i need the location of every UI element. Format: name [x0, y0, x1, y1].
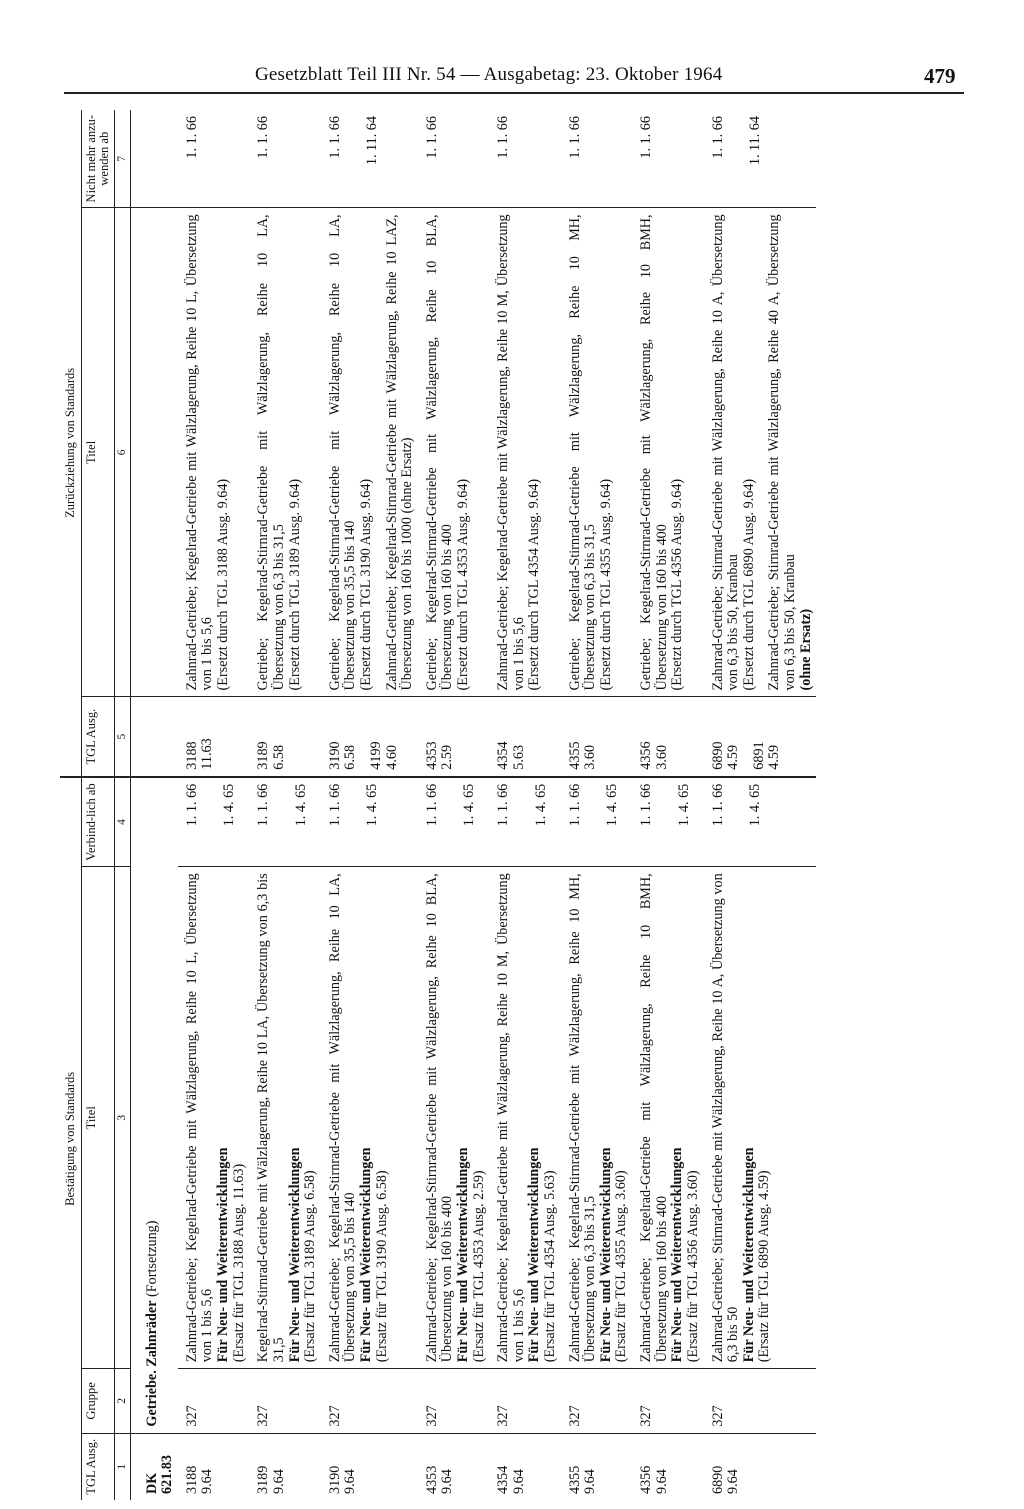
ersatz2-text: (Ersetzt durch TGL 4354 Ausg. 9.64): [526, 478, 543, 691]
cell-titel: [489, 867, 560, 1369]
nicht-mehr-date: 1. 1. 66: [566, 116, 583, 159]
ersatz2-text: (Ersetzt durch TGL 3189 Ausg. 9.64): [286, 478, 303, 691]
cell-gruppe: [418, 1369, 489, 1433]
tgl-ausgabe: 9.64: [725, 1469, 742, 1494]
cell-gruppe: [632, 1369, 703, 1433]
cell-tgl: [321, 1433, 418, 1500]
col-number: 1: [115, 1433, 131, 1500]
extra-tgl2-number: 4199: [367, 741, 384, 770]
extra-nicht-mehr-date: 1. 11. 64: [364, 116, 381, 166]
verbindlich-date: 1. 1. 66: [423, 783, 440, 827]
column-number-row: [115, 110, 131, 1500]
cell-verbindlich: [418, 777, 489, 867]
cell-tgl: [249, 1433, 320, 1500]
tgl2-ausgabe: 3.60: [653, 744, 670, 770]
col-header-titel: Titel: [81, 867, 114, 1369]
verbindlich-date-2: 1. 4. 65: [364, 783, 381, 827]
titel-bold: Für Neu- und Weiterentwicklungen: [740, 1147, 757, 1363]
tgl2-number: 4354: [495, 741, 512, 770]
tgl2-ausgabe: 3.60: [582, 744, 599, 770]
cell-nicht-mehr: [178, 110, 249, 208]
col-header-gruppe: Gruppe: [81, 1369, 114, 1433]
verbindlich-date-2: 1. 4. 65: [675, 783, 692, 827]
nicht-mehr-date: 1. 1. 66: [709, 116, 726, 159]
extra-nicht-mehr-date: 1. 11. 64: [747, 116, 764, 166]
tgl2-ausgabe: 5.63: [510, 744, 527, 770]
tgl-number: 3189: [255, 1465, 272, 1494]
extra-titel2-bold: (ohne Ersatz): [797, 608, 814, 691]
ersatz-text: (Ersatz für TGL 4353 Ausg. 2.59): [470, 1170, 487, 1363]
group-header-zurueckziehung: Zurückziehung von Standards: [60, 110, 81, 777]
nicht-mehr-date: 1. 1. 66: [326, 116, 343, 159]
col-number: 4: [115, 777, 131, 867]
cell-gruppe: [561, 1369, 632, 1433]
cell-verbindlich: [321, 777, 418, 867]
table-row: [321, 110, 418, 1500]
ersatz-text: (Ersatz für TGL 4355 Ausg. 3.60): [613, 1170, 630, 1363]
tgl-ausgabe: 9.64: [270, 1469, 287, 1494]
cell-tgl2: [489, 697, 560, 777]
cell-gruppe: [321, 1369, 418, 1433]
extra-tgl2-ausgabe: 4.60: [383, 744, 400, 770]
titel2-text: Getriebe; Kegelrad-Stirnrad-Getriebe mit Wälzlagerung, Reihe 10 BLA, Übersetzung von 160 bis 400: [423, 214, 456, 691]
titel-bold: Für Neu- und Weiterentwicklungen: [286, 1147, 303, 1363]
titel2-text: Zahnrad-Getriebe; Kegelrad-Getriebe mit Wälzlagerung, Reihe 10 M, Übersetzung von 1 bis 5,6: [495, 214, 527, 691]
table-row: [418, 110, 489, 1500]
cell-verbindlich: [632, 777, 703, 867]
nicht-mehr-date: 1. 1. 66: [495, 116, 512, 159]
titel-bold: Für Neu- und Weiterentwicklungen: [215, 1147, 232, 1363]
verbindlich-date: 1. 1. 66: [495, 783, 512, 827]
nicht-mehr-date: 1. 1. 66: [183, 116, 200, 159]
cell-nicht-mehr: [632, 110, 703, 208]
extra-tgl2-ausgabe: 4.59: [766, 744, 783, 770]
cell-tgl2: [178, 697, 249, 777]
cell-tgl2: [418, 697, 489, 777]
tgl-number: 3190: [326, 1465, 343, 1494]
tgl2-number: 4355: [566, 741, 583, 770]
verbindlich-date-2: 1. 4. 65: [221, 783, 238, 827]
cell-nicht-mehr: [489, 110, 560, 208]
tgl2-number: 3190: [326, 741, 343, 770]
cell-tgl: [632, 1433, 703, 1500]
tgl-ausgabe: 9.64: [342, 1469, 359, 1494]
tgl2-ausgabe: 6.58: [270, 744, 287, 770]
cell-tgl: [489, 1433, 560, 1500]
verbindlich-date: 1. 1. 66: [566, 783, 583, 827]
section-dk: DK 621.83: [130, 1433, 178, 1500]
titel-bold: Für Neu- und Weiterentwicklungen: [455, 1147, 471, 1363]
gruppe-value: 327: [183, 1405, 200, 1427]
titel-bold: Für Neu- und Weiterentwicklungen: [526, 1147, 543, 1363]
cell-tgl2: [632, 697, 703, 777]
verbindlich-date-2: 1. 4. 65: [532, 783, 549, 827]
cell-verbindlich: [561, 777, 632, 867]
cell-titel: [178, 867, 249, 1369]
col-header-verbindlich: Verbind-lich ab: [81, 777, 114, 867]
cell-titel: [632, 867, 703, 1369]
tgl-ausgabe: 9.64: [199, 1469, 216, 1494]
tgl-number: 3188: [183, 1465, 200, 1494]
verbindlich-date-2: 1. 4. 65: [604, 783, 621, 827]
cell-tgl2: [561, 697, 632, 777]
cell-nicht-mehr: [418, 110, 489, 208]
ersatz2-text: (Ersetzt durch TGL 4356 Ausg. 9.64): [669, 478, 686, 691]
tgl-number: 6890: [709, 1465, 726, 1494]
rotated-table-wrapper: [60, 110, 960, 1500]
col-header-nicht-mehr: Nicht mehr anzu-wenden ab: [81, 110, 114, 208]
tgl-number: 4354: [495, 1465, 512, 1494]
col-number: 5: [115, 697, 131, 777]
section-title-bold: Getriebe. Zahnräder: [143, 1300, 160, 1427]
cell-gruppe: [249, 1369, 320, 1433]
extra-titel2-text: Zahnrad-Getriebe; Stirnrad-Getriebe mit Wälzlagerung, Reihe 40 A, Übersetzung von 6,3 bis 50, Kranbau: [766, 214, 798, 691]
col-number: 6: [115, 208, 131, 697]
cell-titel2: [249, 208, 320, 697]
cell-verbindlich: [489, 777, 560, 867]
titel-text: Zahnrad-Getriebe; Kegelrad-Getriebe mit Wälzlagerung, Reihe 10 L, Übersetzung von 1 bis 5,6: [183, 873, 216, 1363]
ersatz-text: (Ersatz für TGL 4354 Ausg. 5.63): [542, 1170, 559, 1363]
titel-bold: Für Neu- und Weiterentwicklungen: [357, 1147, 374, 1363]
cell-verbindlich: [704, 777, 817, 867]
cell-titel: [249, 867, 320, 1369]
verbindlich-date-2: 1. 4. 65: [747, 783, 764, 827]
cell-verbindlich: [249, 777, 320, 867]
cell-tgl: [418, 1433, 489, 1500]
extra-tgl2-number: 6891: [750, 741, 767, 770]
cell-titel2: [418, 208, 489, 697]
cell-gruppe: [178, 1369, 249, 1433]
col-number: 3: [115, 867, 131, 1369]
col-header-titel2: Titel: [81, 208, 114, 697]
table-row: [249, 110, 320, 1500]
tgl-ausgabe: 9.64: [582, 1469, 599, 1494]
cell-tgl: [561, 1433, 632, 1500]
verbindlich-date-2: 1. 4. 65: [461, 783, 478, 827]
cell-titel: [561, 867, 632, 1369]
cell-nicht-mehr: [561, 110, 632, 208]
tgl2-number: 6890: [709, 741, 726, 770]
gruppe-value: 327: [566, 1405, 583, 1427]
cell-titel2: [489, 208, 560, 697]
gruppe-value: 327: [495, 1405, 512, 1427]
cell-verbindlich: [178, 777, 249, 867]
titel-text: Zahnrad-Getriebe; Kegelrad-Getriebe mit Wälzlagerung, Reihe 10 M, Übersetzung von 1 bis 5,6: [495, 873, 527, 1363]
nicht-mehr-date: 1. 1. 66: [423, 116, 440, 159]
titel2-text: Getriebe; Kegelrad-Stirnrad-Getriebe mit Wälzlagerung, Reihe 10 MH, Übersetzung von 6,3 bis 31,5: [566, 214, 599, 691]
table-row: [632, 110, 703, 1500]
ersatz-text: (Ersatz für TGL 3189 Ausg. 6.58): [302, 1170, 319, 1363]
tgl-ausgabe: 9.64: [439, 1469, 456, 1494]
gruppe-value: 327: [255, 1405, 272, 1427]
table-row: [489, 110, 560, 1500]
cell-tgl2: [321, 697, 418, 777]
verbindlich-date: 1. 1. 66: [183, 783, 200, 827]
page-header: Gesetzblatt Teil III Nr. 54 — Ausgabetag: 23. Oktober 1964: [255, 64, 723, 85]
tgl-number: 4355: [566, 1465, 583, 1494]
table-row: [178, 110, 249, 1500]
verbindlich-date: 1. 1. 66: [326, 783, 343, 827]
section-title: [130, 777, 178, 1433]
col-number: 7: [115, 110, 131, 208]
titel-bold: Für Neu- und Weiterentwicklungen: [597, 1147, 614, 1363]
section-row: [130, 110, 178, 1500]
rotated-table-area: [60, 110, 960, 1500]
tgl-number: 4356: [638, 1465, 655, 1494]
ersatz2-text: (Ersetzt durch TGL 3190 Ausg. 9.64): [357, 478, 374, 691]
tgl-number: 4353: [423, 1465, 440, 1494]
gruppe-value: 327: [638, 1405, 655, 1427]
cell-titel2: [632, 208, 703, 697]
verbindlich-date-2: 1. 4. 65: [292, 783, 309, 827]
gruppe-value: 327: [423, 1405, 440, 1427]
cell-titel: [418, 867, 489, 1369]
tgl2-ausgabe: 2.59: [439, 744, 456, 770]
ersatz-text: (Ersatz für TGL 3190 Ausg. 6.58): [373, 1170, 390, 1363]
gruppe-value: 327: [709, 1405, 726, 1427]
titel2-text: Getriebe; Kegelrad-Stirnrad-Getriebe mit Wälzlagerung, Reihe 10 LA, Übersetzung von 6,3 bis 31,5: [255, 214, 287, 691]
titel-text: Zahnrad-Getriebe; Kegelrad-Stirnrad-Getriebe mit Wälzlagerung, Reihe 10 LA, Übersetzung von 35,5 bis 140: [326, 873, 359, 1363]
ersatz2-text: (Ersetzt durch TGL 4355 Ausg. 9.64): [597, 478, 614, 691]
page-number: 479: [924, 64, 956, 88]
nicht-mehr-date: 1. 1. 66: [255, 116, 272, 159]
tgl2-ausgabe: 6.58: [342, 744, 359, 770]
ersatz-text: (Ersatz für TGL 4356 Ausg. 3.60): [684, 1170, 701, 1363]
verbindlich-date: 1. 1. 66: [709, 783, 726, 827]
cell-titel2: [704, 208, 817, 697]
cell-gruppe: [704, 1369, 817, 1433]
titel2-text: Zahnrad-Getriebe; Stirnrad-Getriebe mit Wälzlagerung, Reihe 10 A, Übersetzung von 6,3 bis 50, Kranbau: [709, 214, 742, 691]
cell-nicht-mehr: [249, 110, 320, 208]
cell-titel: [704, 867, 817, 1369]
standards-table: [60, 110, 816, 1500]
cell-gruppe: [489, 1369, 560, 1433]
col-header-tgl2: TGL Ausg.: [81, 697, 114, 777]
gruppe-value: 327: [326, 1405, 343, 1427]
table-row: [561, 110, 632, 1500]
group-header-row: [60, 110, 81, 1500]
ersatz2-text: (Ersetzt durch TGL 3188 Ausg. 9.64): [215, 478, 232, 691]
tgl2-ausgabe: 4.59: [725, 744, 742, 770]
titel-text: Kegelrad-Stirnrad-Getriebe mit Wälzlagerung, Reihe 10 LA, Übersetzung von 6,3 bis 31,5: [255, 873, 287, 1363]
ersatz-text: (Ersatz für TGL 3188 Ausg. 11.63): [230, 1163, 247, 1363]
verbindlich-date: 1. 1. 66: [255, 783, 272, 827]
titel2-text: Getriebe; Kegelrad-Stirnrad-Getriebe mit Wälzlagerung, Reihe 10 BMH, Übersetzung von 160 bis 400: [638, 214, 670, 691]
tgl2-number: 3188: [183, 741, 200, 770]
cell-titel2: [321, 208, 418, 697]
column-header-row: [81, 110, 114, 1500]
titel-text: Zahnrad-Getriebe; Kegelrad-Stirnrad-Getriebe mit Wälzlagerung, Reihe 10 BLA, Übersetzung von 160 bis 400: [423, 873, 456, 1363]
section-title-rest: (Fortsetzung): [143, 1220, 160, 1301]
ersatz2-text: (Ersetzt durch TGL 4353 Ausg. 9.64): [455, 478, 471, 691]
cell-titel2: [561, 208, 632, 697]
titel-text: Zahnrad-Getriebe; Stirnrad-Getriebe mit Wälzlagerung, Reihe 10 A, Übersetzung von 6,3 bis 50: [709, 873, 742, 1363]
col-number: 2: [115, 1369, 131, 1433]
cell-titel: [321, 867, 418, 1369]
tgl2-number: 4353: [423, 741, 440, 770]
titel-text: Zahnrad-Getriebe; Kegelrad-Getriebe mit Wälzlagerung, Reihe 10 BMH, Übersetzung von 160 bis 400: [638, 873, 670, 1363]
cell-nicht-mehr: [321, 110, 418, 208]
tgl2-number: 4356: [638, 741, 655, 770]
group-header-bestaetigung: Bestätigung von Standards: [60, 777, 81, 1500]
col-header-tgl: TGL Ausg.: [81, 1433, 114, 1500]
verbindlich-date: 1. 1. 66: [638, 783, 655, 827]
cell-tgl: [704, 1433, 817, 1500]
header-rule: [64, 92, 964, 94]
table-row: [704, 110, 817, 1500]
cell-tgl: [178, 1433, 249, 1500]
tgl-ausgabe: 9.64: [653, 1469, 670, 1494]
tgl2-ausgabe: 11.63: [199, 738, 216, 770]
cell-titel2: [178, 208, 249, 697]
tgl2-number: 3189: [255, 741, 272, 770]
tgl-ausgabe: 9.64: [510, 1469, 527, 1494]
extra-titel2-text: Zahnrad-Getriebe; Kegelrad-Stirnrad-Getriebe mit Wälzlagerung, Reihe 10 LAZ, Übersetzung von 160 bis 1000 (ohne Ersatz): [383, 214, 416, 691]
titel-text: Zahnrad-Getriebe; Kegelrad-Stirnrad-Getriebe mit Wälzlagerung, Reihe 10 MH, Übersetzung von 6,3 bis 31,5: [566, 873, 599, 1363]
titel2-text: Getriebe; Kegelrad-Stirnrad-Getriebe mit Wälzlagerung, Reihe 10 LA, Übersetzung von 35,5 bis 140: [326, 214, 359, 691]
cell-tgl2: [249, 697, 320, 777]
titel-bold: Für Neu- und Weiterentwicklungen: [669, 1147, 686, 1363]
ersatz2-text: (Ersetzt durch TGL 6890 Ausg. 9.64): [740, 478, 757, 691]
ersatz-text: (Ersatz für TGL 6890 Ausg. 4.59): [756, 1170, 773, 1363]
titel2-text: Zahnrad-Getriebe; Kegelrad-Getriebe mit Wälzlagerung, Reihe 10 L, Übersetzung von 1 bis 5,6: [183, 214, 216, 691]
cell-nicht-mehr: [704, 110, 817, 208]
cell-tgl2: [704, 697, 817, 777]
nicht-mehr-date: 1. 1. 66: [638, 116, 655, 159]
